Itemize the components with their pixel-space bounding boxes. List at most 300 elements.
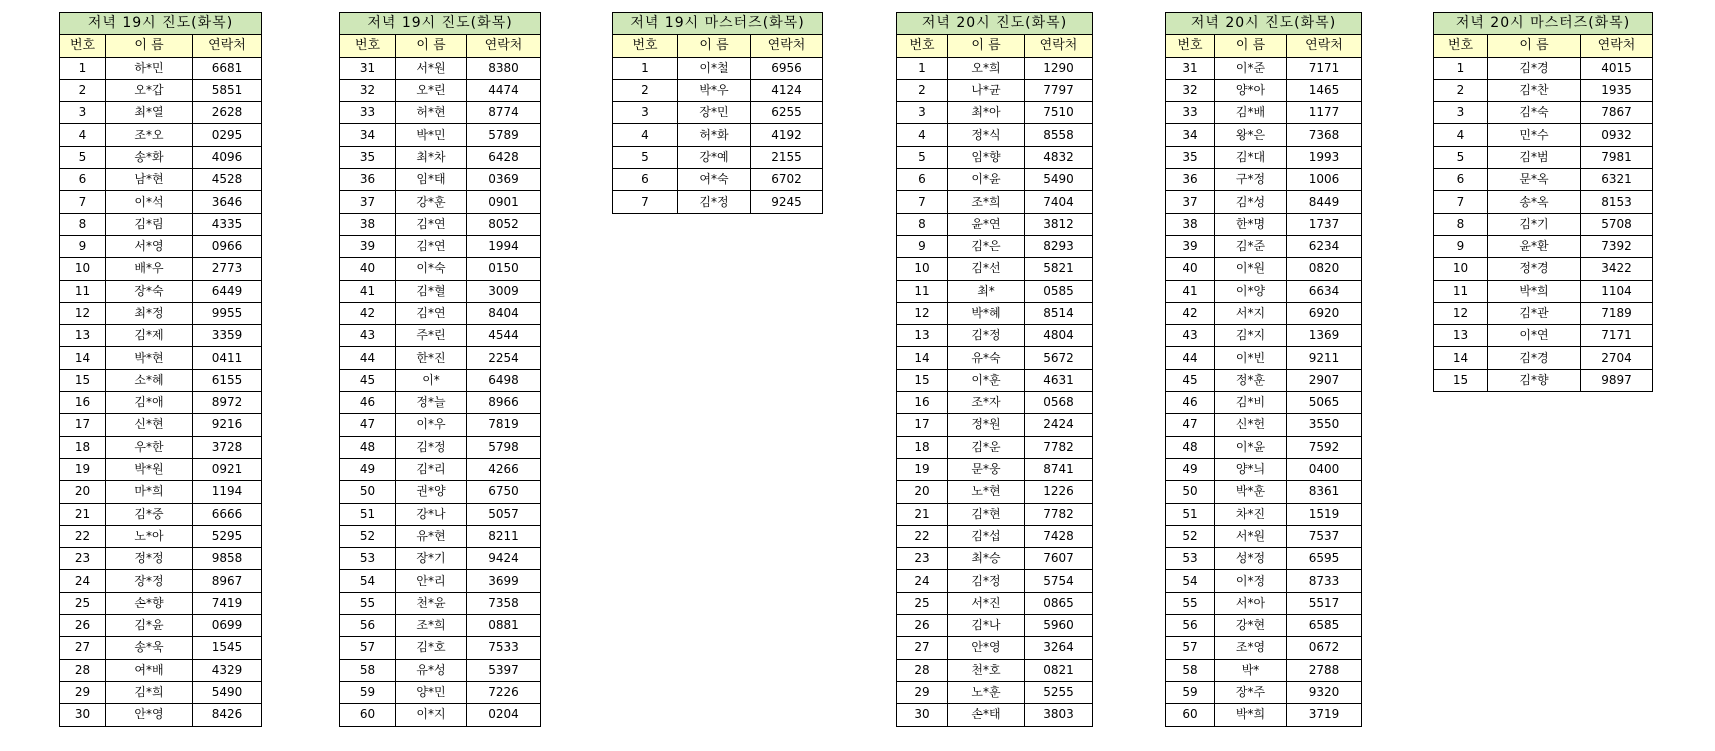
cell-contact: 4528: [193, 169, 262, 191]
cell-number: 12: [897, 302, 948, 324]
cell-number: 47: [340, 414, 396, 436]
cell-number: 37: [340, 191, 396, 213]
table-row: [60, 369, 262, 391]
cell-name: 김*중: [106, 503, 193, 525]
table-row: [1166, 169, 1362, 191]
cell-number: 18: [897, 436, 948, 458]
cell-contact: 1519: [1287, 503, 1362, 525]
cell-number: 34: [1166, 124, 1215, 146]
cell-number: 4: [897, 124, 948, 146]
table-row: [897, 592, 1093, 614]
title-row: [340, 13, 541, 35]
cell-number: 1: [897, 57, 948, 79]
table-row: [897, 369, 1093, 391]
cell-number: 6: [60, 169, 106, 191]
table-row: [1166, 548, 1362, 570]
cell-name: 김*리: [396, 458, 467, 480]
cell-contact: 3550: [1287, 414, 1362, 436]
cell-name: 김*정: [948, 325, 1025, 347]
cell-number: 55: [1166, 592, 1215, 614]
cell-contact: 5397: [467, 659, 541, 681]
cell-number: 48: [340, 436, 396, 458]
table-row: [1166, 124, 1362, 146]
cell-contact: 1104: [1581, 280, 1653, 302]
cell-number: 29: [897, 681, 948, 703]
table-title: 저녁 19시 진도(화목): [60, 13, 262, 35]
table-row: [1166, 146, 1362, 168]
cell-contact: 5295: [193, 525, 262, 547]
cell-number: 5: [60, 146, 106, 168]
table-row: [60, 458, 262, 480]
header-row: [613, 35, 823, 57]
cell-number: 44: [1166, 347, 1215, 369]
cell-number: 16: [60, 392, 106, 414]
cell-name: 유*성: [396, 659, 467, 681]
table-row: [340, 369, 541, 391]
cell-contact: 1935: [1581, 79, 1653, 101]
cell-name: 조*영: [1215, 637, 1287, 659]
table-row: [60, 124, 262, 146]
cell-number: 28: [897, 659, 948, 681]
cell-number: 4: [613, 124, 678, 146]
header-number: 번호: [1166, 35, 1215, 57]
table-row: [340, 458, 541, 480]
table-row: [1434, 325, 1653, 347]
cell-number: 3: [60, 102, 106, 124]
cell-name: 김*현: [948, 503, 1025, 525]
title-row: [60, 13, 262, 35]
table-row: [613, 146, 823, 168]
cell-contact: 3422: [1581, 258, 1653, 280]
cell-name: 이*철: [678, 57, 751, 79]
cell-contact: 5960: [1025, 615, 1093, 637]
cell-number: 10: [897, 258, 948, 280]
cell-name: 김*관: [1488, 302, 1581, 324]
cell-name: 강*훈: [396, 191, 467, 213]
cell-number: 52: [1166, 525, 1215, 547]
cell-number: 48: [1166, 436, 1215, 458]
cell-number: 32: [1166, 79, 1215, 101]
table-row: [60, 258, 262, 280]
table-row: [897, 169, 1093, 191]
cell-contact: 9897: [1581, 369, 1653, 391]
cell-number: 46: [1166, 392, 1215, 414]
cell-name: 김*범: [1488, 146, 1581, 168]
cell-number: 5: [613, 146, 678, 168]
cell-name: 민*수: [1488, 124, 1581, 146]
table-row: [60, 79, 262, 101]
cell-number: 55: [340, 592, 396, 614]
cell-contact: 3728: [193, 436, 262, 458]
cell-name: 김*운: [948, 436, 1025, 458]
cell-number: 51: [340, 503, 396, 525]
table-row: [340, 659, 541, 681]
cell-contact: 2628: [193, 102, 262, 124]
table-row: [1166, 458, 1362, 480]
cell-number: 54: [1166, 570, 1215, 592]
cell-name: 조*희: [396, 615, 467, 637]
table-row: [1166, 414, 1362, 436]
cell-name: 유*숙: [948, 347, 1025, 369]
table-row: [613, 79, 823, 101]
table-row: [340, 302, 541, 324]
class-table-3: [612, 12, 823, 214]
table-row: [897, 302, 1093, 324]
cell-name: 김*혈: [396, 280, 467, 302]
table-row: [1166, 637, 1362, 659]
table-row: [1166, 392, 1362, 414]
cell-name: 이*윤: [1215, 436, 1287, 458]
cell-contact: 1290: [1025, 57, 1093, 79]
cell-name: 송*화: [106, 146, 193, 168]
cell-contact: 6920: [1287, 302, 1362, 324]
cell-contact: 9216: [193, 414, 262, 436]
table-row: [1166, 615, 1362, 637]
table-row: [1166, 102, 1362, 124]
cell-number: 10: [60, 258, 106, 280]
cell-number: 3: [1434, 102, 1488, 124]
cell-contact: 5057: [467, 503, 541, 525]
cell-contact: 2155: [751, 146, 823, 168]
table-row: [60, 280, 262, 302]
cell-contact: 8514: [1025, 302, 1093, 324]
cell-number: 5: [897, 146, 948, 168]
cell-number: 22: [60, 525, 106, 547]
table-row: [60, 681, 262, 703]
table-row: [613, 124, 823, 146]
cell-contact: 8972: [193, 392, 262, 414]
cell-contact: 7797: [1025, 79, 1093, 101]
cell-name: 김*정: [396, 436, 467, 458]
cell-contact: 7392: [1581, 235, 1653, 257]
cell-number: 8: [897, 213, 948, 235]
cell-name: 차*진: [1215, 503, 1287, 525]
table-title: 저녁 19시 마스터즈(화목): [613, 13, 823, 35]
cell-contact: 7171: [1581, 325, 1653, 347]
cell-name: 김*찬: [1488, 79, 1581, 101]
cell-name: 나*균: [948, 79, 1025, 101]
cell-number: 20: [897, 481, 948, 503]
cell-name: 양*늬: [1215, 458, 1287, 480]
table-row: [1434, 213, 1653, 235]
table-row: [897, 213, 1093, 235]
table-row: [340, 213, 541, 235]
cell-number: 14: [60, 347, 106, 369]
cell-number: 36: [1166, 169, 1215, 191]
cell-number: 7: [1434, 191, 1488, 213]
class-table-6: [1433, 12, 1653, 392]
cell-number: 6: [897, 169, 948, 191]
table-row: [1166, 57, 1362, 79]
cell-contact: 7592: [1287, 436, 1362, 458]
cell-number: 8: [1434, 213, 1488, 235]
table-row: [60, 102, 262, 124]
cell-number: 37: [1166, 191, 1215, 213]
table-row: [340, 615, 541, 637]
cell-number: 10: [1434, 258, 1488, 280]
cell-name: 이*원: [1215, 258, 1287, 280]
cell-name: 김*대: [1215, 146, 1287, 168]
cell-name: 김*준: [1215, 235, 1287, 257]
cell-name: 서*원: [396, 57, 467, 79]
cell-contact: 7981: [1581, 146, 1653, 168]
cell-number: 25: [60, 592, 106, 614]
table-row: [1166, 280, 1362, 302]
cell-contact: 0400: [1287, 458, 1362, 480]
cell-name: 장*민: [678, 102, 751, 124]
cell-name: 구*정: [1215, 169, 1287, 191]
cell-number: 38: [1166, 213, 1215, 235]
cell-name: 노*아: [106, 525, 193, 547]
cell-number: 41: [340, 280, 396, 302]
cell-number: 49: [1166, 458, 1215, 480]
cell-name: 서*영: [106, 235, 193, 257]
header-row: [1166, 35, 1362, 57]
cell-contact: 4474: [467, 79, 541, 101]
table-row: [1166, 481, 1362, 503]
table-title: 저녁 20시 진도(화목): [897, 13, 1093, 35]
cell-number: 7: [60, 191, 106, 213]
cell-number: 46: [340, 392, 396, 414]
cell-number: 59: [340, 681, 396, 703]
cell-contact: 2424: [1025, 414, 1093, 436]
cell-contact: 6234: [1287, 235, 1362, 257]
cell-number: 56: [340, 615, 396, 637]
cell-number: 44: [340, 347, 396, 369]
cell-contact: 4832: [1025, 146, 1093, 168]
cell-name: 조*희: [948, 191, 1025, 213]
cell-contact: 5851: [193, 79, 262, 101]
cell-number: 18: [60, 436, 106, 458]
cell-name: 소*혜: [106, 369, 193, 391]
table-row: [897, 258, 1093, 280]
cell-contact: 8774: [467, 102, 541, 124]
table-row: [897, 637, 1093, 659]
cell-contact: 8211: [467, 525, 541, 547]
cell-number: 15: [1434, 369, 1488, 391]
cell-name: 김*제: [106, 325, 193, 347]
table-row: [897, 280, 1093, 302]
table-row: [60, 191, 262, 213]
cell-contact: 7537: [1287, 525, 1362, 547]
table-row: [60, 235, 262, 257]
cell-number: 31: [1166, 57, 1215, 79]
class-table-4: [896, 12, 1093, 727]
cell-contact: 6498: [467, 369, 541, 391]
cell-number: 9: [1434, 235, 1488, 257]
table-row: [1166, 681, 1362, 703]
cell-number: 7: [897, 191, 948, 213]
table-row: [897, 414, 1093, 436]
header-row: [897, 35, 1093, 57]
table-row: [1166, 347, 1362, 369]
cell-name: 최*승: [948, 548, 1025, 570]
header-contact: 연락처: [751, 35, 823, 57]
cell-contact: 5821: [1025, 258, 1093, 280]
cell-contact: 6255: [751, 102, 823, 124]
table-row: [340, 235, 541, 257]
table-row: [1434, 146, 1653, 168]
cell-contact: 0820: [1287, 258, 1362, 280]
table-row: [60, 659, 262, 681]
cell-contact: 1006: [1287, 169, 1362, 191]
table-row: [1166, 235, 1362, 257]
cell-name: 박*현: [106, 347, 193, 369]
cell-name: 정*식: [948, 124, 1025, 146]
cell-name: 신*헌: [1215, 414, 1287, 436]
cell-name: 임*태: [396, 169, 467, 191]
cell-contact: 0411: [193, 347, 262, 369]
cell-name: 김*호: [396, 637, 467, 659]
cell-name: 노*현: [948, 481, 1025, 503]
table-row: [1166, 213, 1362, 235]
cell-contact: 9858: [193, 548, 262, 570]
cell-number: 24: [897, 570, 948, 592]
cell-name: 한*명: [1215, 213, 1287, 235]
table-row: [1166, 436, 1362, 458]
class-table-5: [1165, 12, 1362, 727]
table-row: [1166, 525, 1362, 547]
cell-contact: 0568: [1025, 392, 1093, 414]
table-row: [60, 503, 262, 525]
table-row: [897, 146, 1093, 168]
cell-name: 박*훈: [1215, 481, 1287, 503]
cell-contact: 8426: [193, 704, 262, 726]
cell-contact: 7782: [1025, 503, 1093, 525]
cell-name: 김*향: [1488, 369, 1581, 391]
table-row: [60, 302, 262, 324]
cell-name: 우*한: [106, 436, 193, 458]
table-row: [60, 570, 262, 592]
cell-number: 43: [340, 325, 396, 347]
cell-number: 9: [60, 235, 106, 257]
cell-name: 김*애: [106, 392, 193, 414]
cell-contact: 4124: [751, 79, 823, 101]
cell-name: 김*은: [948, 235, 1025, 257]
cell-number: 13: [60, 325, 106, 347]
cell-name: 김*정: [678, 191, 751, 213]
table-row: [897, 615, 1093, 637]
header-name: 이 름: [396, 35, 467, 57]
title-row: [1434, 13, 1653, 35]
table-row: [60, 592, 262, 614]
table-row: [1434, 124, 1653, 146]
cell-number: 40: [340, 258, 396, 280]
cell-contact: 0821: [1025, 659, 1093, 681]
cell-contact: 3699: [467, 570, 541, 592]
cell-contact: 4096: [193, 146, 262, 168]
cell-name: 하*민: [106, 57, 193, 79]
cell-contact: 0369: [467, 169, 541, 191]
table-row: [1166, 592, 1362, 614]
cell-name: 윤*환: [1488, 235, 1581, 257]
cell-name: 최*정: [106, 302, 193, 324]
cell-contact: 6702: [751, 169, 823, 191]
cell-number: 50: [1166, 481, 1215, 503]
header-name: 이 름: [948, 35, 1025, 57]
cell-name: 주*린: [396, 325, 467, 347]
table-row: [613, 191, 823, 213]
table-row: [60, 146, 262, 168]
table-row: [897, 704, 1093, 726]
cell-number: 26: [897, 615, 948, 637]
cell-contact: 9245: [751, 191, 823, 213]
cell-contact: 7358: [467, 592, 541, 614]
table-row: [1166, 325, 1362, 347]
cell-name: 허*화: [678, 124, 751, 146]
cell-contact: 0699: [193, 615, 262, 637]
table-row: [60, 213, 262, 235]
cell-number: 30: [897, 704, 948, 726]
table-row: [340, 169, 541, 191]
cell-name: 오*희: [948, 57, 1025, 79]
cell-name: 이*훈: [948, 369, 1025, 391]
table-row: [340, 79, 541, 101]
cell-name: 박*우: [678, 79, 751, 101]
cell-contact: 4192: [751, 124, 823, 146]
cell-contact: 3646: [193, 191, 262, 213]
cell-number: 15: [897, 369, 948, 391]
cell-name: 유*현: [396, 525, 467, 547]
table-row: [1166, 659, 1362, 681]
cell-name: 한*진: [396, 347, 467, 369]
cell-contact: 7189: [1581, 302, 1653, 324]
cell-name: 이*윤: [948, 169, 1025, 191]
cell-name: 장*기: [396, 548, 467, 570]
table-row: [60, 325, 262, 347]
cell-name: 김*성: [1215, 191, 1287, 213]
cell-name: 송*옥: [1488, 191, 1581, 213]
cell-contact: 9211: [1287, 347, 1362, 369]
cell-number: 11: [897, 280, 948, 302]
cell-contact: 0881: [467, 615, 541, 637]
cell-contact: 9320: [1287, 681, 1362, 703]
cell-contact: 4015: [1581, 57, 1653, 79]
table-row: [1166, 302, 1362, 324]
cell-contact: 0865: [1025, 592, 1093, 614]
cell-name: 박*희: [1488, 280, 1581, 302]
header-contact: 연락처: [193, 35, 262, 57]
cell-contact: 3264: [1025, 637, 1093, 659]
table-row: [340, 503, 541, 525]
cell-contact: 7510: [1025, 102, 1093, 124]
cell-name: 정*훈: [1215, 369, 1287, 391]
table-row: [1434, 369, 1653, 391]
header-contact: 연락처: [1287, 35, 1362, 57]
table-row: [60, 169, 262, 191]
cell-name: 이*연: [1488, 325, 1581, 347]
cell-name: 박*혜: [948, 302, 1025, 324]
cell-number: 21: [897, 503, 948, 525]
cell-name: 김*경: [1488, 347, 1581, 369]
cell-name: 최*열: [106, 102, 193, 124]
cell-name: 양*아: [1215, 79, 1287, 101]
cell-contact: 0204: [467, 704, 541, 726]
cell-contact: 2788: [1287, 659, 1362, 681]
table-row: [340, 57, 541, 79]
table-row: [340, 280, 541, 302]
cell-number: 26: [60, 615, 106, 637]
cell-name: 손*태: [948, 704, 1025, 726]
cell-number: 58: [1166, 659, 1215, 681]
cell-number: 14: [1434, 347, 1488, 369]
table-row: [340, 548, 541, 570]
cell-contact: 6595: [1287, 548, 1362, 570]
cell-number: 4: [1434, 124, 1488, 146]
cell-name: 김*선: [948, 258, 1025, 280]
cell-number: 39: [1166, 235, 1215, 257]
cell-name: 이*빈: [1215, 347, 1287, 369]
